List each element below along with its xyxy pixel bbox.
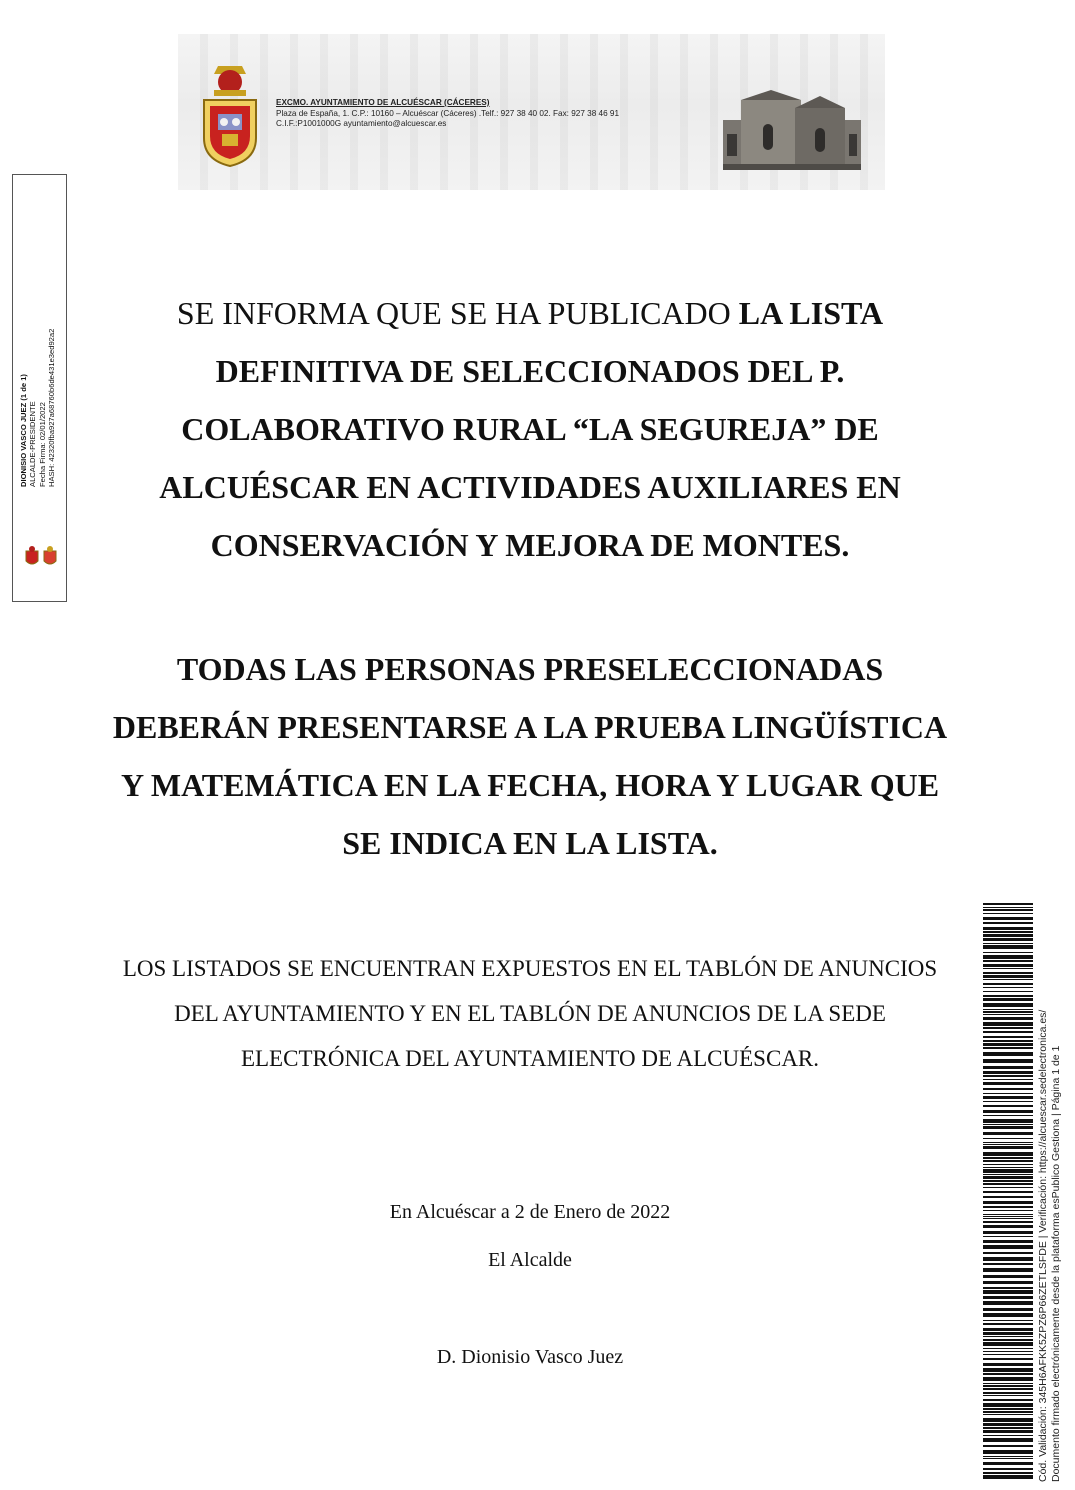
org-name: EXCMO. AYUNTAMIENTO DE ALCUÉSCAR (CÁCERES) — [276, 98, 490, 107]
signer-role: ALCALDE-PRESIDENTE — [28, 401, 38, 487]
instructions-paragraph: TODAS LAS PERSONAS PRESELECCIONADAS DEBERÁN PRESENTARSE A LA PRUEBA LINGÜÍSTICA Y MATEMÁTICA EN LA FECHA, HORA Y LUGAR QUE SE INDICA EN LA LISTA. — [112, 651, 948, 861]
role-line: El Alcalde — [488, 1249, 572, 1271]
org-address: Plaza de España, 1. C.P.: 10160 – Alcuéscar (Cáceres) .Telf.: 927 38 40 02. Fax: 927 38 46 91 — [276, 108, 620, 118]
announcement-intro: SE INFORMA QUE SE HA PUBLICADO — [176, 295, 739, 331]
signature-hash: HASH: 42320fba927a68760b6de431e3ed92a2 — [47, 328, 57, 487]
notice-paragraph: LOS LISTADOS SE ENCUENTRAN EXPUESTOS EN EL TABLÓN DE ANUNCIOS DEL AYUNTAMIENTO Y EN EL TABLÓN DE ANUNCIOS DE LA SEDE ELECTRÓNICA DEL AYUNTAMIENTO DE ALCUÉSCAR. — [122, 956, 938, 1071]
coat-of-arms-icon — [200, 64, 260, 168]
signer-name: DIONISIO VASCO JUEZ (1 de 1) — [19, 374, 28, 487]
validation-line-1: Cód. Validación: 345H6AFKK5ZPZ6P66ZETLSFDE | Verificación: https://alcuescar.sedelectronica.es/ — [1037, 1009, 1049, 1482]
church-icon — [723, 90, 861, 170]
date-line: En Alcuéscar a 2 de Enero de 2022 — [389, 1201, 671, 1223]
signature-date: Fecha Firma: 02/01/2022 — [37, 402, 47, 487]
signature-text — [19, 207, 63, 487]
org-cif-email: C.I.F.:P1001000G ayuntamiento@alcuescar.es — [276, 119, 447, 128]
signer-line: D. Dionisio Vasco Juez — [436, 1346, 624, 1368]
letterhead-text — [276, 98, 619, 130]
signature-box — [12, 174, 67, 602]
barcode-icon — [983, 903, 1033, 1481]
validation-text — [1037, 882, 1062, 1482]
announcement-paragraph — [100, 284, 960, 574]
letterhead — [178, 34, 885, 190]
validation-line-2: Documento firmado electrónicamente desde la plataforma esPublico Gestiona | Página 1 de 1 — [1049, 1045, 1062, 1482]
coat-of-arms-small-icon — [22, 545, 60, 569]
announcement-bold: LA LISTA DEFINITIVA DE SELECCIONADOS DEL P. COLABORATIVO RURAL “LA SEGUREJA” DE ALCUÉSCAR EN ACTIVIDADES AUXILIARES EN CONSERVACIÓN Y MEJORA DE MONTES. — [159, 295, 901, 563]
